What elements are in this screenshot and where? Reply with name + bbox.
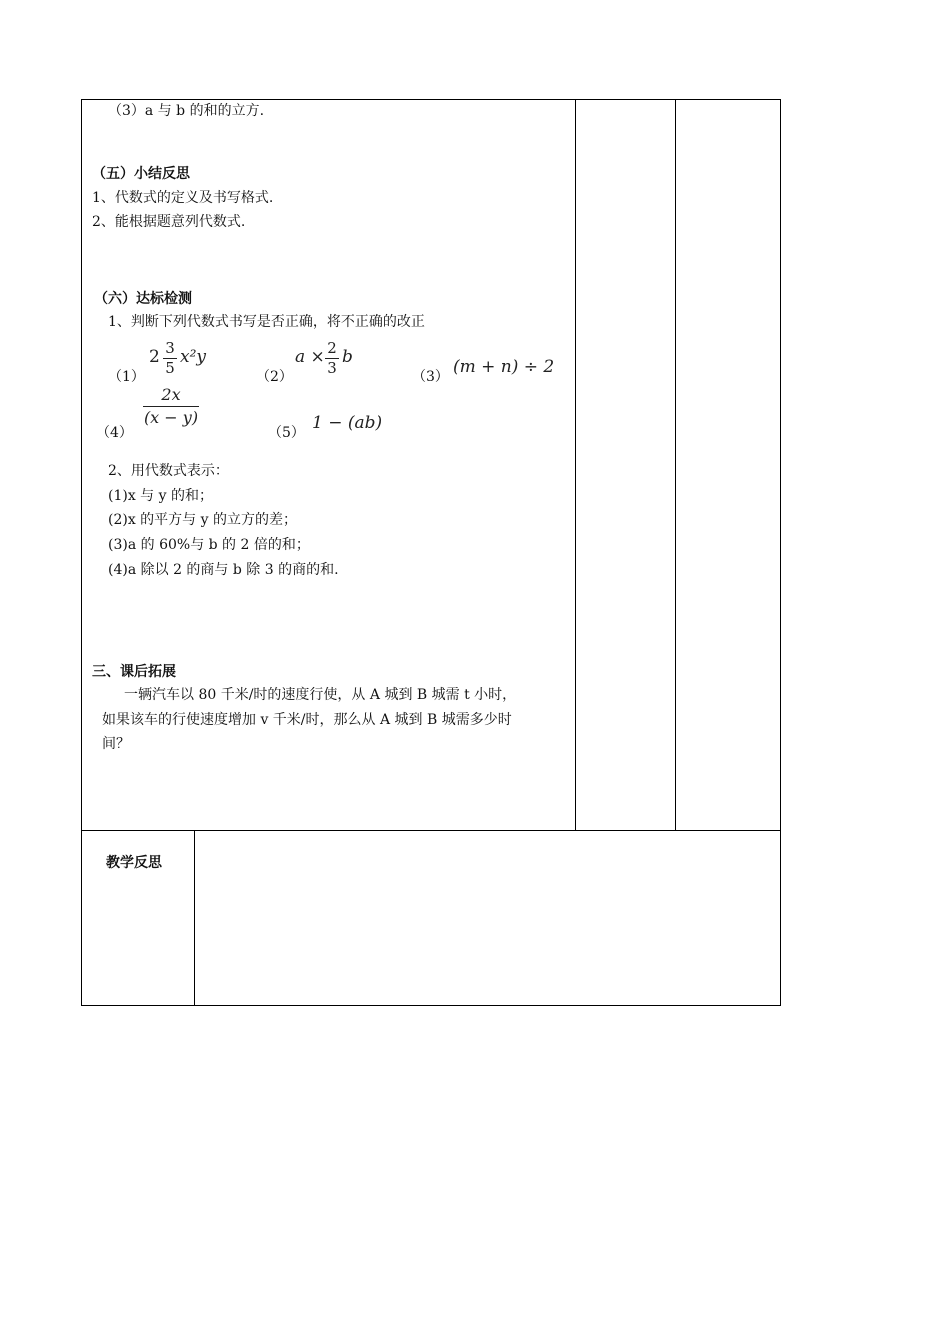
test-heading: （六）达标检测 bbox=[94, 291, 192, 307]
table-border-left bbox=[81, 99, 82, 1006]
expr-label-2: （2） bbox=[256, 369, 293, 385]
reflection-content-cell[interactable] bbox=[196, 832, 779, 1004]
summary-item-1: 1、代数式的定义及书写格式. bbox=[92, 190, 274, 206]
test-question-2: 2、用代数式表示： bbox=[108, 463, 229, 479]
expr-2-fraction bbox=[325, 340, 339, 377]
test-question-1: 1、判断下列代数式书写是否正确，将不正确的改正 bbox=[108, 314, 425, 330]
expr-4-denominator: (x − y) bbox=[143, 408, 199, 427]
reflection-label: 教学反思 bbox=[106, 855, 162, 871]
summary-item-2: 2、能根据题意列代数式. bbox=[92, 214, 246, 230]
q2-item-4: (4)a 除以 2 的商与 b 除 3 的商的和. bbox=[108, 562, 339, 578]
table-border-bottom bbox=[81, 1005, 781, 1006]
expr-1-denominator: 5 bbox=[165, 359, 175, 377]
table-divider-col1 bbox=[575, 99, 576, 831]
expr-4-numerator: 2x bbox=[161, 385, 181, 404]
expr-1-fraction bbox=[163, 340, 177, 377]
q2-item-1: (1)x 与 y 的和； bbox=[108, 488, 213, 504]
table-border-right bbox=[780, 99, 781, 1006]
table-row-divider bbox=[81, 830, 781, 831]
expr-label-4: （4） bbox=[96, 425, 133, 441]
expr-5: 1 − (ab) bbox=[312, 413, 383, 433]
q2-item-2: (2)x 的平方与 y 的立方的差； bbox=[108, 512, 297, 528]
reflection-divider bbox=[194, 830, 195, 1006]
summary-heading: （五）小结反思 bbox=[92, 166, 190, 182]
expr-1-tail: x²y bbox=[180, 347, 207, 367]
fraction-bar bbox=[143, 406, 199, 407]
expr-1-numerator: 3 bbox=[165, 339, 175, 357]
expr-4-fraction bbox=[143, 385, 199, 428]
expr-1-whole: 2 bbox=[149, 347, 160, 367]
expr-2-tail: b bbox=[342, 347, 353, 367]
expr-2-numerator: 2 bbox=[327, 339, 337, 357]
extension-line-1: 一辆汽车以 80 千米/时的速度行使，从 A 城到 B 城需 t 小时， bbox=[124, 687, 517, 703]
expr-label-1: （1） bbox=[108, 369, 145, 385]
expr-label-3: （3） bbox=[412, 369, 449, 385]
extension-line-2: 如果该车的行使速度增加 v 千米/时，那么从 A 城到 B 城需多少时 bbox=[102, 712, 512, 728]
expr-3: (m + n) ÷ 2 bbox=[453, 357, 555, 377]
expr-2-denominator: 3 bbox=[327, 359, 337, 377]
table-divider-col2 bbox=[675, 99, 676, 831]
extension-heading: 三、课后拓展 bbox=[92, 664, 176, 680]
item-3-text: （3）a 与 b 的和的立方. bbox=[108, 103, 265, 119]
table-border-top bbox=[81, 99, 781, 100]
q2-item-3: (3)a 的 60%与 b 的 2 倍的和； bbox=[108, 537, 310, 553]
expr-2-head: a × bbox=[295, 347, 325, 367]
extension-line-3: 间？ bbox=[102, 736, 130, 752]
expr-label-5: （5） bbox=[268, 425, 305, 441]
